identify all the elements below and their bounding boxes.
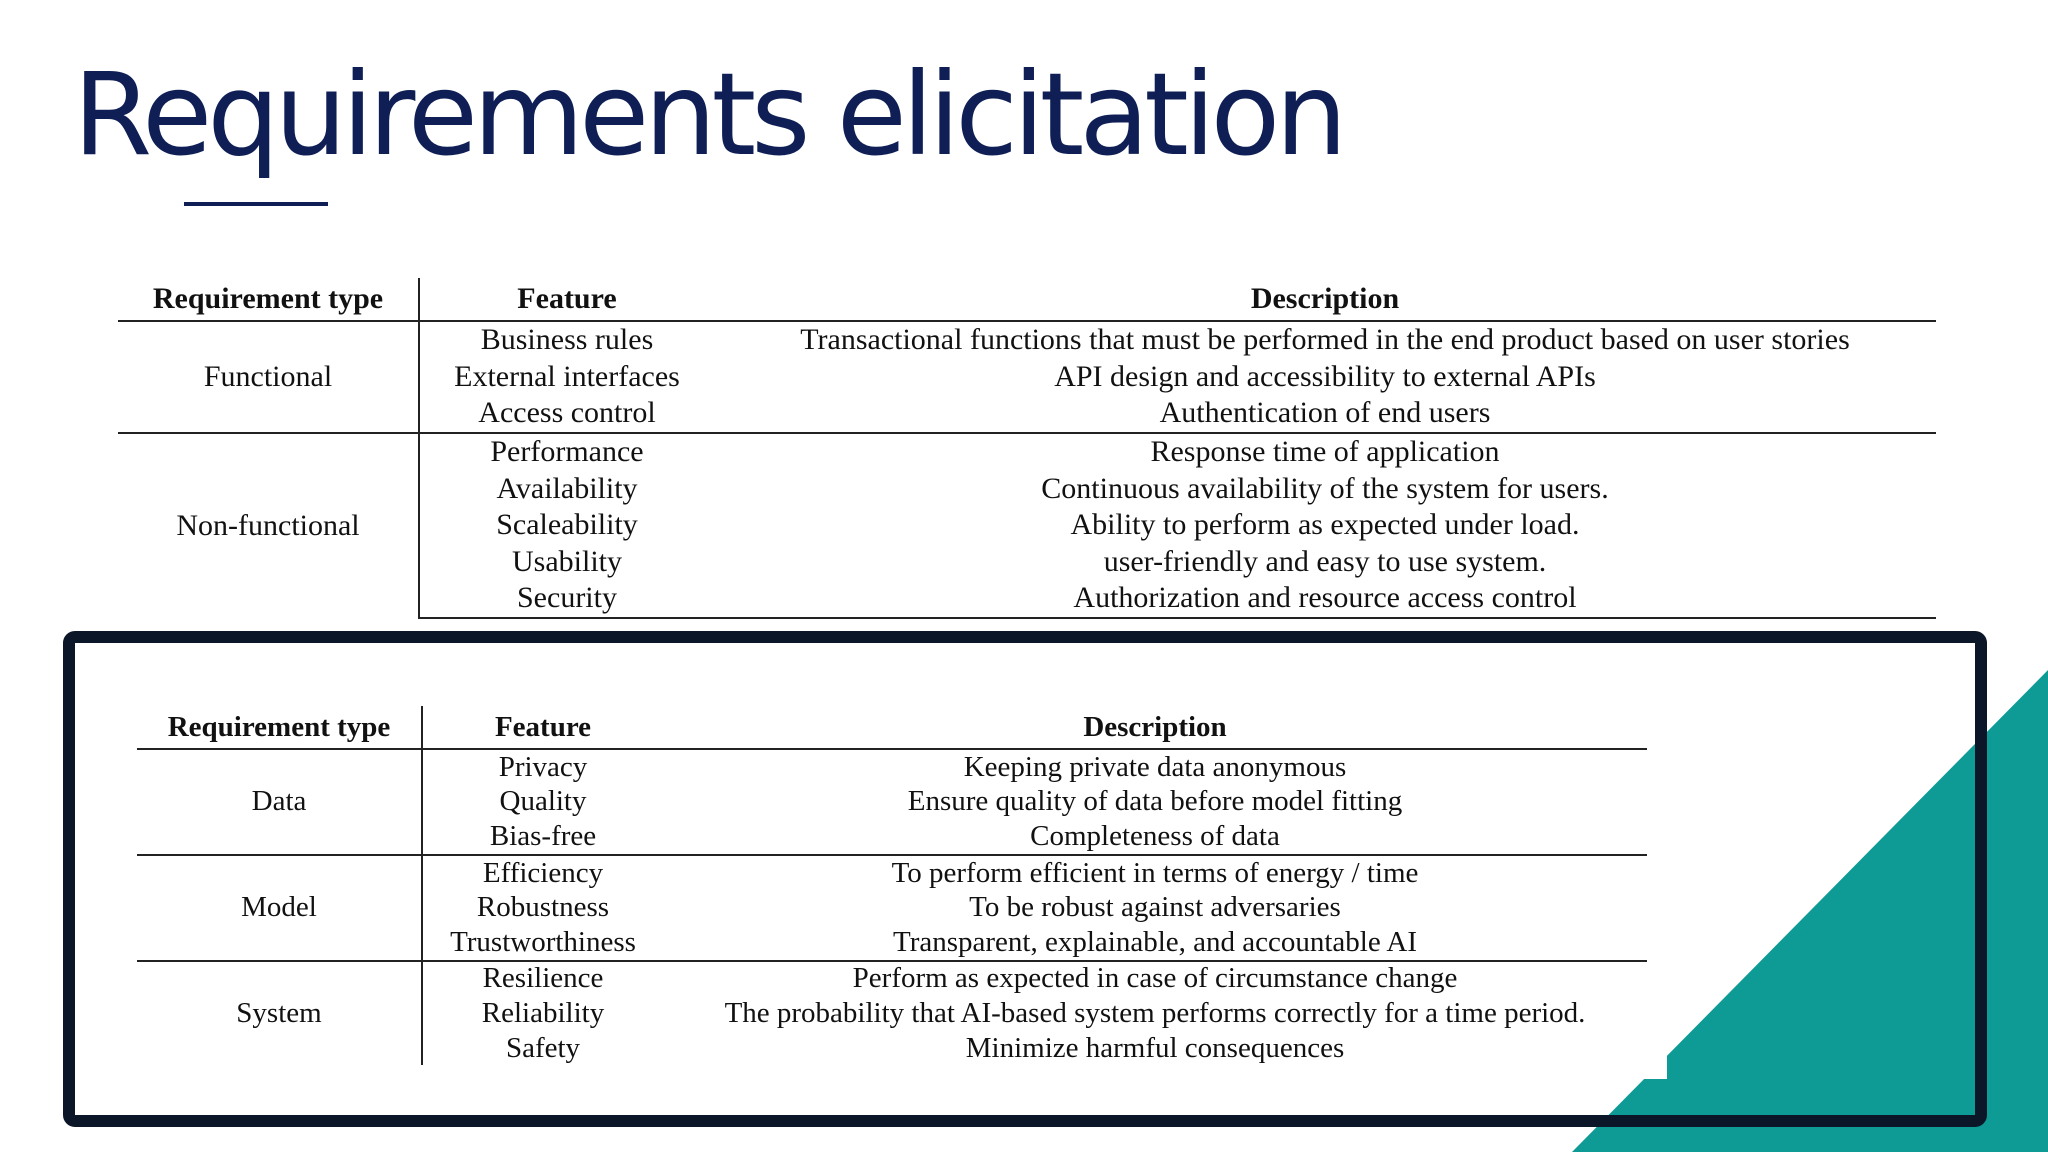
group-type-functional: Functional [118, 321, 419, 433]
requirements-table-software [118, 278, 1936, 619]
feature-cell: Usability [512, 544, 622, 578]
group-type-non-functional: Non-functional [118, 433, 419, 618]
header-feature: Feature [419, 278, 714, 321]
group-type-system: System [137, 961, 422, 1066]
description-cell: Authentication of end users [1159, 396, 1491, 430]
feature-cell: Quality [499, 785, 587, 818]
table-header-row [118, 278, 1936, 321]
feature-cell: Efficiency [422, 855, 663, 891]
group-type-model: Model [137, 855, 422, 961]
title-underline [184, 202, 328, 206]
feature-cell: Reliability [481, 996, 605, 1029]
header-description: Description [663, 706, 1647, 749]
header-requirement-type: Requirement type [118, 278, 419, 321]
table-row [137, 749, 1647, 785]
group-type-data: Data [137, 749, 422, 855]
feature-cell: Trustworthiness [450, 925, 636, 958]
description-cell: To be robust against adversaries [969, 891, 1341, 924]
header-description: Description [714, 278, 1936, 321]
description-cell: Minimize harmful consequences [965, 1031, 1345, 1064]
feature-cell: Resilience [422, 961, 663, 997]
feature-cell: Safety [505, 1031, 581, 1064]
feature-cell: Robustness [476, 891, 610, 924]
description-cell: Response time of application [714, 433, 1936, 471]
feature-cell: Privacy [498, 750, 588, 783]
header-requirement-type: Requirement type [137, 706, 422, 749]
feature-cell: Performance [419, 433, 714, 471]
description-cell: The probability that AI-based system performs correctly for a time period. [724, 996, 1586, 1029]
feature-cell: Security [419, 580, 714, 618]
description-cell: Continuous availability of the system for users. [1041, 471, 1609, 505]
feature-cell: Scaleability [496, 508, 638, 542]
description-cell: Transparent, explainable, and accountable AI [893, 925, 1417, 958]
table-row [118, 433, 1936, 471]
table-header-row [137, 706, 1647, 749]
table-row [118, 321, 1936, 359]
feature-cell: Bias-free [489, 819, 597, 852]
description-cell: Completeness of data [1030, 819, 1280, 852]
description-cell: Authorization and resource access control [714, 580, 1936, 618]
description-cell: Transactional functions that must be performed in the end product based on user stories [800, 323, 1850, 357]
description-cell: Perform as expected in case of circumstance change [663, 961, 1647, 997]
header-feature: Feature [422, 706, 663, 749]
feature-cell: External interfaces [454, 359, 680, 393]
feature-cell: Access control [478, 396, 656, 430]
feature-cell: Availability [496, 471, 638, 505]
feature-cell: Business rules [480, 323, 654, 357]
description-cell: To perform efficient in terms of energy / time [663, 855, 1647, 891]
description-cell: user-friendly and easy to use system. [1103, 544, 1547, 578]
description-cell: Keeping private data anonymous [963, 750, 1347, 783]
table-row [137, 855, 1647, 891]
slide-title: Requirements elicitation [73, 48, 1343, 181]
description-cell: Ability to perform as expected under load. [1070, 508, 1580, 542]
table-row [137, 961, 1647, 997]
requirements-table-ai [137, 706, 1647, 1065]
description-cell: Ensure quality of data before model fitting [907, 785, 1403, 818]
description-cell: API design and accessibility to external APIs [1054, 359, 1596, 393]
